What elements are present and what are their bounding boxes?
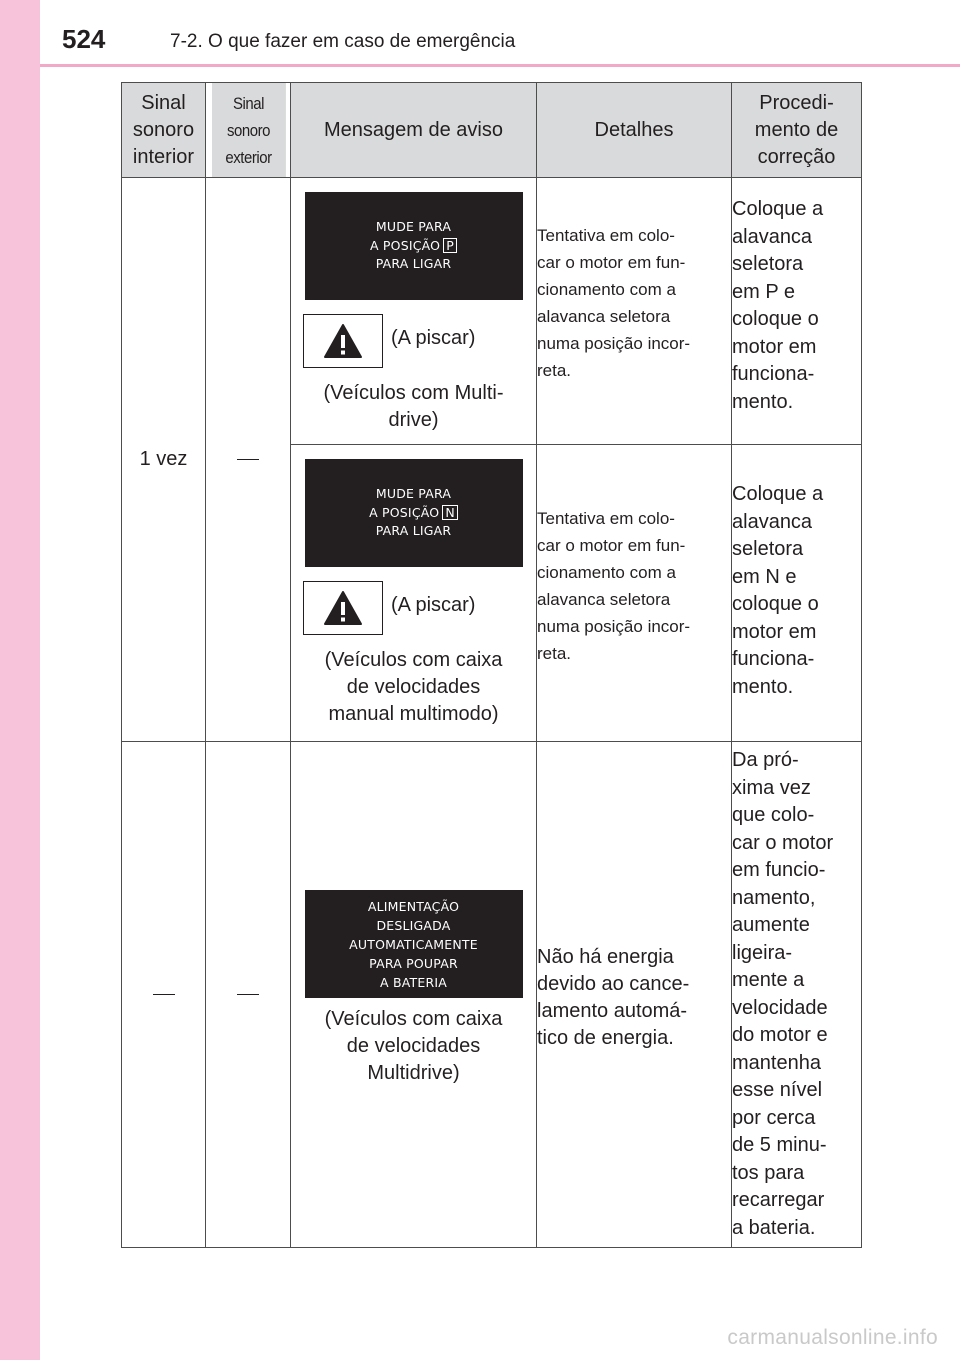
screen-text-line: MUDE PARA xyxy=(375,219,452,235)
interior-buzzer-cell: 1 vez xyxy=(122,178,206,742)
gear-indicator: N xyxy=(442,505,458,520)
page-side-tab xyxy=(0,0,40,1360)
screen-text-line: A POSIÇÃO N xyxy=(305,504,523,523)
screen-text-line: PARA LIGAR xyxy=(375,256,452,272)
details-cell: Não há energia devido ao cance- lamento automá- tico de energia. xyxy=(537,742,732,1248)
vehicle-note: (Veículos com Multi- drive) xyxy=(323,382,504,431)
warning-triangle-icon xyxy=(303,314,383,368)
blink-label: (A piscar) xyxy=(391,593,476,616)
table-header-row xyxy=(122,83,862,178)
blink-label: (A piscar) xyxy=(391,326,476,349)
dash-mark xyxy=(153,994,175,995)
section-title: 7-2. O que fazer em caso de emergência xyxy=(170,31,516,52)
warning-message-cell xyxy=(291,742,537,1248)
warning-triangle-icon xyxy=(303,581,383,635)
warning-table xyxy=(121,82,862,1248)
header-warning-message: Mensagem de aviso xyxy=(291,83,537,178)
vehicle-note: (Veículos com caixa de velocidades manual multimodo) xyxy=(324,649,503,725)
page-number: 524 xyxy=(62,24,106,54)
exterior-buzzer-cell xyxy=(206,742,291,1248)
table-row xyxy=(122,178,862,445)
screen-text-line: A POSIÇÃO P xyxy=(305,237,523,256)
header-exterior-buzzer: Sinal sonoro exterior xyxy=(211,83,286,178)
dash-mark xyxy=(237,994,259,995)
details-cell: Tentativa em colo- car o motor em fun- cionamento com a alavanca seletora numa posição incor- reta. xyxy=(537,445,732,742)
vehicle-note: (Veículos com caixa de velocidades Multidrive) xyxy=(324,1008,503,1084)
screen-text-line: PARA LIGAR xyxy=(375,523,452,539)
header-details: Detalhes xyxy=(537,83,732,178)
dash-mark xyxy=(237,459,259,460)
display-screen-shift-n xyxy=(305,459,523,567)
procedure-cell: Coloque a alavanca seletora em N e coloque o motor em funciona- mento. xyxy=(732,445,862,742)
warning-message-cell xyxy=(291,178,537,445)
watermark: carmanualsonline.info xyxy=(727,1326,938,1349)
display-screen-power-off: ALIMENTAÇÃO DESLIGADA AUTOMATICAMENTE PARA POUPAR A BATERIA xyxy=(305,890,523,998)
details-cell: Tentativa em colo- car o motor em fun- cionamento com a alavanca seletora numa posição incor- reta. xyxy=(537,178,732,445)
display-screen-shift-p xyxy=(305,192,523,300)
gear-indicator: P xyxy=(443,238,457,253)
header-divider xyxy=(40,64,960,67)
header-correction-procedure: Procedi- mento de correção xyxy=(732,83,862,178)
screen-text-line: MUDE PARA xyxy=(375,486,452,502)
table-row xyxy=(122,742,862,1248)
interior-buzzer-cell xyxy=(122,742,206,1248)
exterior-buzzer-cell xyxy=(206,178,291,742)
header-interior-buzzer: Sinal sonoro interior xyxy=(122,83,206,178)
procedure-cell: Da pró- xima vez que colo- car o motor em funcio- namento, aumente ligeira- mente a velocidade do motor e mantenha esse nível por cerca de 5 minu- tos para recarregar a bateria. xyxy=(732,742,862,1248)
warning-message-cell xyxy=(291,445,537,742)
procedure-cell: Coloque a alavanca seletora em P e coloque o motor em funciona- mento. xyxy=(732,178,862,445)
